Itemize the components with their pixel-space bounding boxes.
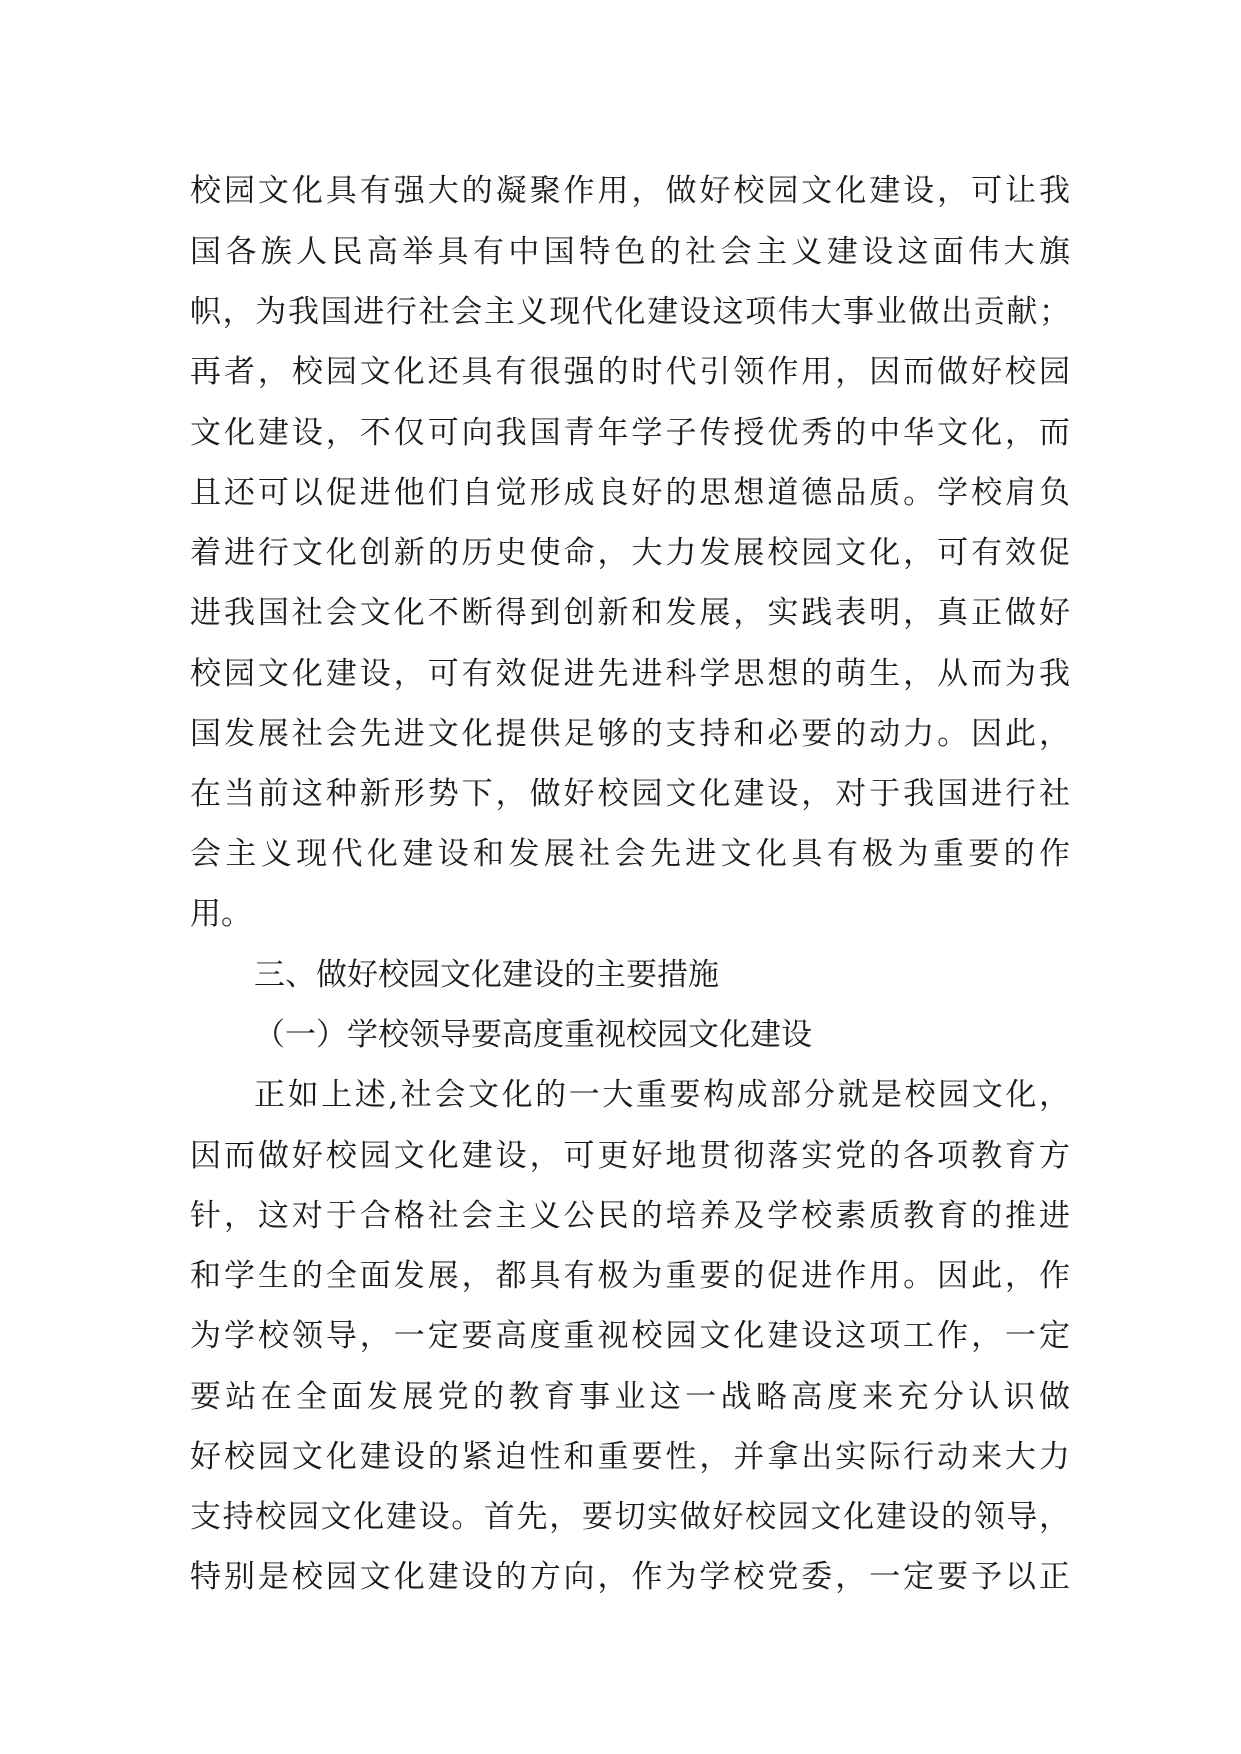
- text-line: 国发展社会先进文化提供足够的支持和必要的动力。因此，: [190, 716, 1070, 752]
- text-line: 用。: [190, 896, 252, 932]
- subsection-heading: （一）学校领导要高度重视校园文化建设: [254, 1017, 812, 1053]
- text-line: 好校园文化建设的紧迫性和重要性，并拿出实际行动来大力: [190, 1439, 1070, 1475]
- text-line: 着进行文化创新的历史使命，大力发展校园文化，可有效促: [190, 535, 1070, 571]
- text-line: 且还可以促进他们自觉形成良好的思想道德品质。学校肩负: [190, 475, 1070, 511]
- text-line: 进我国社会文化不断得到创新和发展，实践表明，真正做好: [190, 595, 1070, 631]
- text-line: 文化建设，不仅可向我国青年学子传授优秀的中华文化，而: [190, 415, 1070, 451]
- text-line: 针，这对于合格社会主义公民的培养及学校素质教育的推进: [190, 1198, 1070, 1234]
- text-line: 校园文化具有强大的凝聚作用，做好校园文化建设，可让我: [190, 173, 1070, 209]
- text-line: 特别是校园文化建设的方向，作为学校党委，一定要予以正: [190, 1559, 1070, 1595]
- paragraph-first-line: 正如上述,社会文化的一大重要构成部分就是校园文化，: [254, 1077, 1070, 1113]
- text-line: 再者，校园文化还具有很强的时代引领作用，因而做好校园: [190, 354, 1070, 390]
- text-line: 校园文化建设，可有效促进先进科学思想的萌生，从而为我: [190, 656, 1070, 692]
- text-line: 和学生的全面发展，都具有极为重要的促进作用。因此，作: [190, 1258, 1070, 1294]
- text-line: 为学校领导，一定要高度重视校园文化建设这项工作，一定: [190, 1318, 1070, 1354]
- text-line: 国各族人民高举具有中国特色的社会主义建设这面伟大旗: [190, 234, 1070, 270]
- text-line: 要站在全面发展党的教育事业这一战略高度来充分认识做: [190, 1379, 1070, 1415]
- text-line: 帜，为我国进行社会主义现代化建设这项伟大事业做出贡献；: [190, 294, 1070, 330]
- text-line: 在当前这种新形势下，做好校园文化建设，对于我国进行社: [190, 776, 1070, 812]
- section-heading: 三、做好校园文化建设的主要措施: [254, 957, 719, 993]
- text-line: 因而做好校园文化建设，可更好地贯彻落实党的各项教育方: [190, 1138, 1070, 1174]
- text-line: 会主义现代化建设和发展社会先进文化具有极为重要的作: [190, 836, 1070, 872]
- text-line: 支持校园文化建设。首先，要切实做好校园文化建设的领导，: [190, 1499, 1070, 1535]
